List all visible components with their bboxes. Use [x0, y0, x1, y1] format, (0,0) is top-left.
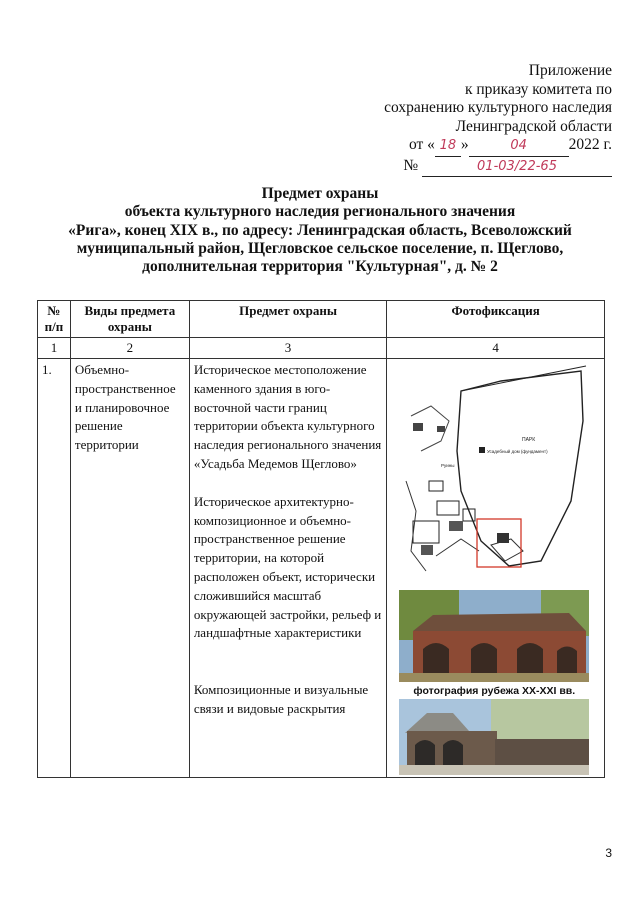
title-line-5: дополнительная территория "Культурная", д. № 2	[142, 258, 498, 276]
map-label-house: Усадебный дом (фундамент)	[487, 449, 548, 454]
date-day-field	[435, 136, 461, 157]
appendix-line-2: к приказу комитета по	[464, 80, 612, 98]
page-number: 3	[605, 846, 612, 860]
column-numbers-row	[38, 338, 605, 359]
header-subject: Предмет охраны	[189, 301, 386, 338]
appendix-number-line	[312, 157, 612, 178]
subject-text-1: Историческое местоположение каменного здания в юго-восточной части границ территории объекта культурного наследия регионального значения «Усадьба Медемов Щеглово»	[193, 362, 382, 471]
date-prefix: от «	[408, 136, 435, 153]
row-type: Объемно-пространственное и планировочное решение территории	[70, 359, 189, 778]
header-type: Виды предмета охраны	[70, 301, 189, 338]
title-line-1: Предмет охраны	[261, 185, 379, 202]
col-number-1: 1	[38, 338, 71, 359]
title-line-3: «Рига», конец XIX в., по адресу: Ленинградская область, Всеволожский	[68, 221, 572, 239]
subject-text-3: Композиционные и визуальные связи и видовые раскрытия	[193, 682, 369, 716]
photo-1	[399, 590, 589, 682]
appendix-title: Приложение	[528, 62, 612, 79]
map-label-ruin: Руины	[441, 463, 455, 468]
col-number-4: 4	[387, 338, 605, 359]
title-line-2: объекта культурного наследия регионального значения	[124, 203, 516, 221]
photo-area	[391, 361, 600, 775]
col-number-2: 2	[70, 338, 189, 359]
row-subject-cell	[189, 359, 386, 778]
document-title	[40, 185, 600, 276]
appendix-block	[312, 62, 612, 177]
table-row	[38, 359, 605, 778]
table-header-row	[38, 301, 605, 338]
photo-2	[399, 699, 589, 775]
protection-table	[37, 300, 605, 778]
site-plan-map	[391, 361, 596, 586]
number-value: 01-03/22-65	[477, 158, 557, 174]
col-number-3: 3	[189, 338, 386, 359]
header-photo: Фотофиксация	[387, 301, 605, 338]
photo-caption: фотография рубежа XX-XXI вв.	[413, 685, 576, 697]
date-month: 04	[510, 138, 527, 153]
subject-text-2: Историческое архитектурно-композиционное и объемно-пространственное решение территории, на которой расположен объект, исторически сложившийся масштаб окружающей застройки, рельеф и ландшафтные характеристики	[193, 493, 382, 641]
photo-figures	[391, 361, 596, 775]
number-field	[422, 157, 612, 178]
appendix-line-3: сохранению культурного наследия	[384, 99, 612, 116]
date-month-field	[469, 136, 569, 157]
appendix-date-line	[312, 136, 612, 157]
date-mid: »	[460, 136, 469, 153]
date-year: 2022 г.	[568, 136, 612, 153]
number-sign: №	[403, 156, 419, 174]
row-number: 1.	[38, 359, 71, 778]
row-photo-cell	[387, 359, 605, 778]
title-line-4: муниципальный район, Щегловское сельское поселение, п. Щеглово,	[76, 239, 564, 257]
date-day: 18	[439, 138, 457, 153]
map-label-park: ПАРК	[522, 437, 536, 443]
header-num: № п/п	[38, 301, 71, 338]
appendix-line-4: Ленинградской области	[455, 117, 612, 135]
